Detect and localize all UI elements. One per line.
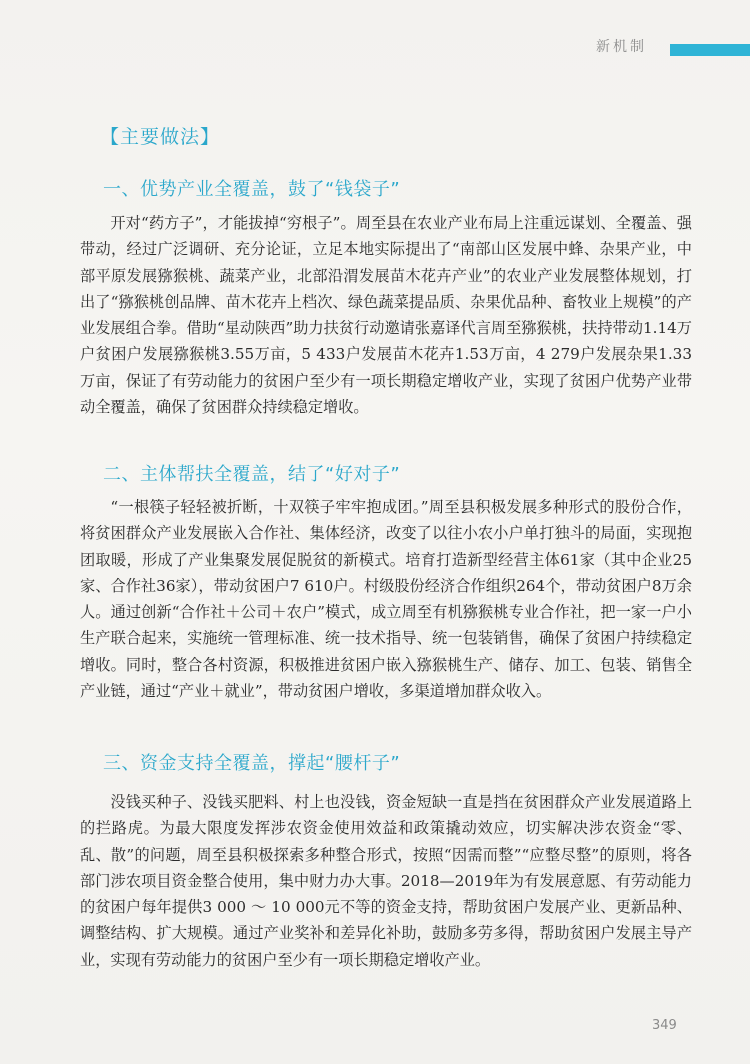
page-number: 349 — [652, 1018, 677, 1033]
section-paragraph-3: 没钱买种子、没钱买肥料、村上也没钱，资金短缺一直是挡在贫困群众产业发展道路上的拦路虎。为最大限度发挥涉农资金使用效益和政策撬动效应，切实解决涉农资金“零、乱、散”的问题，周至县积极探索多种整合形式，按照“因需而整”“应整尽整”的原则，将各部门涉农项目资金整合使用，集中财力办大事。2018—2019年为有发展意愿、有劳动能力的贫困户每年提供3 000 ～ 10 000元不等的资金支持，帮助贫困户发展产业、更新品种、调整结构、扩大规模。通过产业奖补和差异化补助，鼓励多劳多得，帮助贫困户发展主导产业，实现有劳动能力的贫困户至少有一项长期稳定增收产业。 — [80, 793, 692, 969]
main-heading: 【主要做法】 — [100, 126, 221, 148]
section-paragraph-2: “一根筷子轻轻被折断，十双筷子牢牢抱成团。”周至县积极发展多种形式的股份合作，将贫困群众产业发展嵌入合作社、集体经济，改变了以往小农小户单打独斗的局面，实现抱团取暖，形成了产业集聚发展促脱贫的新模式。培育打造新型经营主体61家（其中企业25家、合作社36家），带动贫困户7 610户。村级股份经济合作组织264个，带动贫困户8万余人。通过创新“合作社＋公司＋农户”模式，成立周至有机猕猴桃专业合作社，把一家一户小生产联合起来，实施统一管理标准、统一技术指导、统一包装销售，确保了贫困户持续稳定增收。同时，整合各村资源，积极推进贫困户嵌入猕猴桃生产、储存、加工、包装、销售全产业链，通过“产业＋就业”，带动贫困户增收，多渠道增加群众收入。 — [80, 498, 692, 701]
chapter-accent-bar — [670, 44, 750, 56]
chapter-label: 新机制 — [596, 39, 647, 55]
section-title-1: 一、优势产业全覆盖，鼓了“钱袋子” — [103, 179, 401, 200]
section-title-2: 二、主体帮扶全覆盖，结了“好对子” — [103, 464, 401, 485]
section-paragraph-1: 开对“药方子”，才能拔掉“穷根子”。周至县在农业产业布局上注重远谋划、全覆盖、强带动，经过广泛调研、充分论证，立足本地实际提出了“南部山区发展中蜂、杂果产业，中部平原发展猕猴桃、蔬菜产业，北部沿渭发展苗木花卉产业”的农业产业发展整体规划，打出了“猕猴桃创品牌、苗木花卉上档次、绿色蔬菜提品质、杂果优品种、畜牧业上规模”的产业发展组合拳。借助“星动陕西”助力扶贫行动邀请张嘉译代言周至猕猴桃，扶持带动1.14万户贫困户发展猕猴桃3.55万亩，5 433户发展苗木花卉1.53万亩，4 279户发展杂果1.33万亩，保证了有劳动能力的贫困户至少有一项长期稳定增收产业，实现了贫困户优势产业带动全覆盖，确保了贫困群众持续稳定增收。 — [80, 214, 692, 417]
section-title-3: 三、资金支持全覆盖，撑起“腰杆子” — [103, 753, 401, 774]
